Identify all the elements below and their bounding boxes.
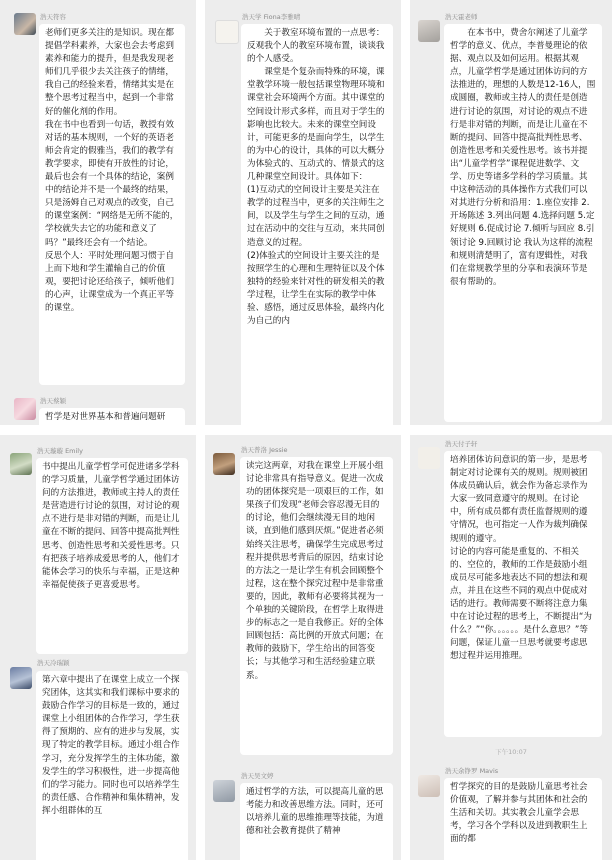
message-paragraph: 我在书中也看到一句话，教授有效对话的基本规则，一个好的英语老师会肯定的假雅当，我们的教学有教学要求，即使有开放性的讨论，最后也会有一个具体的结论，案例中的结论并不是一个最终的结果，只是汤姆自己对观点的改变，自己的课堂案例：“网络是无所不能的，学校就失去它的功能和意义了吗？”最终还会有一个结论。 [45, 119, 179, 248]
chat-panel-6 [410, 435, 612, 860]
message-bubble[interactable] [240, 457, 393, 755]
message-bubble[interactable] [444, 451, 602, 737]
message-paragraph: 在本书中，费舍尔阐述了儿童学哲学的意义、优点，李普曼理论的依据、观点以及如何运用。根据其观点，儿童学哲学是通过团体访问的方法推进的，理想的人数是12-16人，围成圆圈，教师或主持人的责任是创造进行讨论的氛围，对讨论的观点不进行是非对错的判断，而是让儿童在不断的提问、回答中提高批判性思考、创造性思考和关爱性思考。该书并提出“儿童学哲学”课程促进数学、文学、历史等诸多学科的学习质量。其中这种活动的具体操作方式我们可以对其进行分析和沿用：1.座位安排 2.开场陈述 3.列出问题 4.选择问题 5.定好规则 6.促成讨论 7.倾听与回应 8.引领讨论 9.回顾讨论 我认为这样的流程和规则清楚明了，富有逻辑性，对我们在常规教学里的分享和表演环节是很有帮助的。 [450, 28, 596, 287]
avatar[interactable] [213, 453, 235, 475]
avatar[interactable] [14, 398, 36, 420]
message-bubble[interactable] [240, 783, 393, 860]
chat-panel-5 [205, 435, 401, 860]
message-paragraph: 通过哲学的方法，可以提高儿童的思考能力和改善思维方法。同时，还可以培养儿童的思维推理等技能，为道德和社会教育提供了精神 [246, 787, 384, 837]
message-bubble[interactable] [444, 778, 602, 860]
message-paragraph: 反思个人：平时处理问题习惯于自上而下地和学生灌输自己的价值观，要把讨论还给孩子，倾听他们的心声，让课堂成为一个真正平等的课堂。 [45, 250, 174, 313]
avatar[interactable] [10, 667, 32, 689]
avatar[interactable] [213, 780, 235, 802]
message-paragraph: 课堂是个复杂而特殊的环境，课堂教学环境一般包括课堂物理环境和课堂社会环境两个方面。其中课堂的空间设计形式多样，而且对于学生的影响也比较大。未来的课堂空间设计，可能更多的是面向学生，以学生的为中心的设计，具体的可以大概分为体验式的、互动式的、情景式的这几种课堂空间设计。具体如下： [247, 67, 385, 183]
chat-panel-2 [205, 0, 401, 425]
chat-panel-3 [410, 0, 612, 425]
sender-name: 浩天普洛 Jessie [241, 446, 288, 454]
avatar[interactable] [14, 13, 36, 35]
chat-panel-1 [0, 0, 196, 425]
sender-name: 浩天余铮罗 Mavis [445, 767, 499, 775]
message-bubble[interactable] [241, 24, 393, 425]
message-paragraph: 老师们更多关注的是知识。现在都提倡学科素养，大家也会去考虑到素养和能力的提升，但是我发现老师们几乎很少去关注孩子的情绪，我自己的经验来看，情绪其实是在整个思考过程当中，起到一个非常好的催化剂的作用。 [45, 28, 174, 117]
message-paragraph: 哲学是对世界基本和普遍问题研 [45, 412, 166, 422]
sender-name: 浩天学 Fiona李雅晴 [242, 13, 301, 21]
message-bubble[interactable] [39, 408, 185, 425]
message-bubble[interactable] [444, 24, 602, 422]
message-bubble[interactable] [36, 458, 188, 654]
sender-name: 浩天璇璇 Emily [37, 447, 83, 455]
sender-name: 浩天霍老师 [445, 13, 478, 21]
message-paragraph: 讨论的内容可能是重复的、不相关的、空位的，教师的工作是鼓励小组成员尽可能多地表达不同的想法和观点，并且在这些不同的观点中促成对话的进行。教师需要不断将注意力集中在讨论过程的思考上，不断提出“为什么？”“你。。。。。。是什么意思？”等问题，保证儿童一旦思考就要考虑思想过程并运用推理。 [450, 546, 592, 662]
message-bubble[interactable] [36, 671, 188, 860]
message-paragraph: (1)互动式的空间设计主要是关注在教学的过程当中，更多的关注师生之间，以及学生与学生之间的互动，通过在活动中的交往与互动，来共同创造意义的过程。 [247, 185, 385, 248]
avatar[interactable] [418, 775, 440, 797]
sender-name: 浩天吴文婷 [241, 772, 274, 780]
sender-name: 浩天付子轩 [445, 440, 478, 448]
message-paragraph: (2)体验式的空间设计主要关注的是按照学生的心理和生理特征以及个体独特的经验来针对性的研发相关的教学过程，让学生在实际的教学中体验、感悟，通过反思体验，最终内化为自己的内 [247, 250, 385, 327]
message-paragraph: 第六章中提出了在课堂上成立一个探究团体，这其实和我们课标中要求的鼓励合作学习的目标是一致的，通过课堂上小组团体的合作学习，学生获得了预期的、应有的进步与发展，实现了特定的教学目标。通过小组合作学习，充分发挥学生的主体功能，激发学生的学习积极性，进一步提高他们的学习能力。同时也可以培养学生的责任感、合作精神和集体精神，发挥小组群体的互 [42, 675, 180, 816]
message-paragraph: 书中提出儿童学哲学可促进诸多学科的学习质量，儿童学哲学通过团体访问的方法推进，教师或主持人的责任是营造进行讨论的氛围，对讨论的观点不进行是非对错的判断，而是让儿童在不断的提问、回答中提高批判性思考、创造性思考和关爱性思考。只有把孩子培养成爱思考的人，他们才能体会学习的快乐与幸福，正是这种幸福促使孩子更喜爱思考。 [42, 462, 180, 590]
message-paragraph: 读完这两章，对我在课堂上开展小组讨论非常具有指导意义。促进一次成功的团体探究是一项艰巨的工作，如果孩子们发现“老师会容忍漫无目的的讨论，他们会继续漫无目的地闲谈，直到他们感到厌烦。”促进者必须始终关注思考，确保学生完成思考过程并提供思考背后的原因，结束讨论的方法之一是让学生有机会回顾整个过程，这在整个探究过程中是非常重要的，因此，教师有必要将其视为一个单独的关键阶段，在哲学上取得进步的标志之一是自我修正。好的全体回顾包括：高比例的开放式问题；在教师的鼓励下，学生给出的回答变长；与其他学习和生活经验建立联系。 [246, 461, 384, 681]
chat-panel-4 [0, 435, 196, 860]
sender-name: 浩天冷瑞颖 [37, 659, 70, 667]
avatar[interactable] [418, 20, 440, 42]
avatar[interactable] [418, 447, 440, 469]
message-bubble[interactable] [39, 24, 185, 385]
message-paragraph: 哲学探究的目的是鼓励儿童思考社会价值观，了解并参与其团体和社会的生活和关切。其实教会儿童学会思考，学习各个学科以及进到教职生上面的都 [450, 782, 588, 845]
timestamp: 下午10:07 [495, 748, 527, 756]
sender-name: 浩天符容 [40, 13, 66, 21]
sender-name: 浩天蔡颖 [40, 397, 66, 405]
avatar[interactable] [10, 453, 32, 475]
message-paragraph: 关于教室环境布置的一点思考：反观我个人的教室环境布置，谈谈我的个人感受。 [247, 28, 385, 65]
message-paragraph: 培养团体访问意识的第一步，是思考制定对讨论课有关的规则。规则被团体成员确认后，就会作为备忘录作为大家一致同意遵守的规则。在讨论中，所有成员都有责任监督规则的遵守情况，也可指定一人作为裁判确保规则的遵守。 [450, 455, 588, 544]
avatar[interactable] [215, 20, 239, 44]
